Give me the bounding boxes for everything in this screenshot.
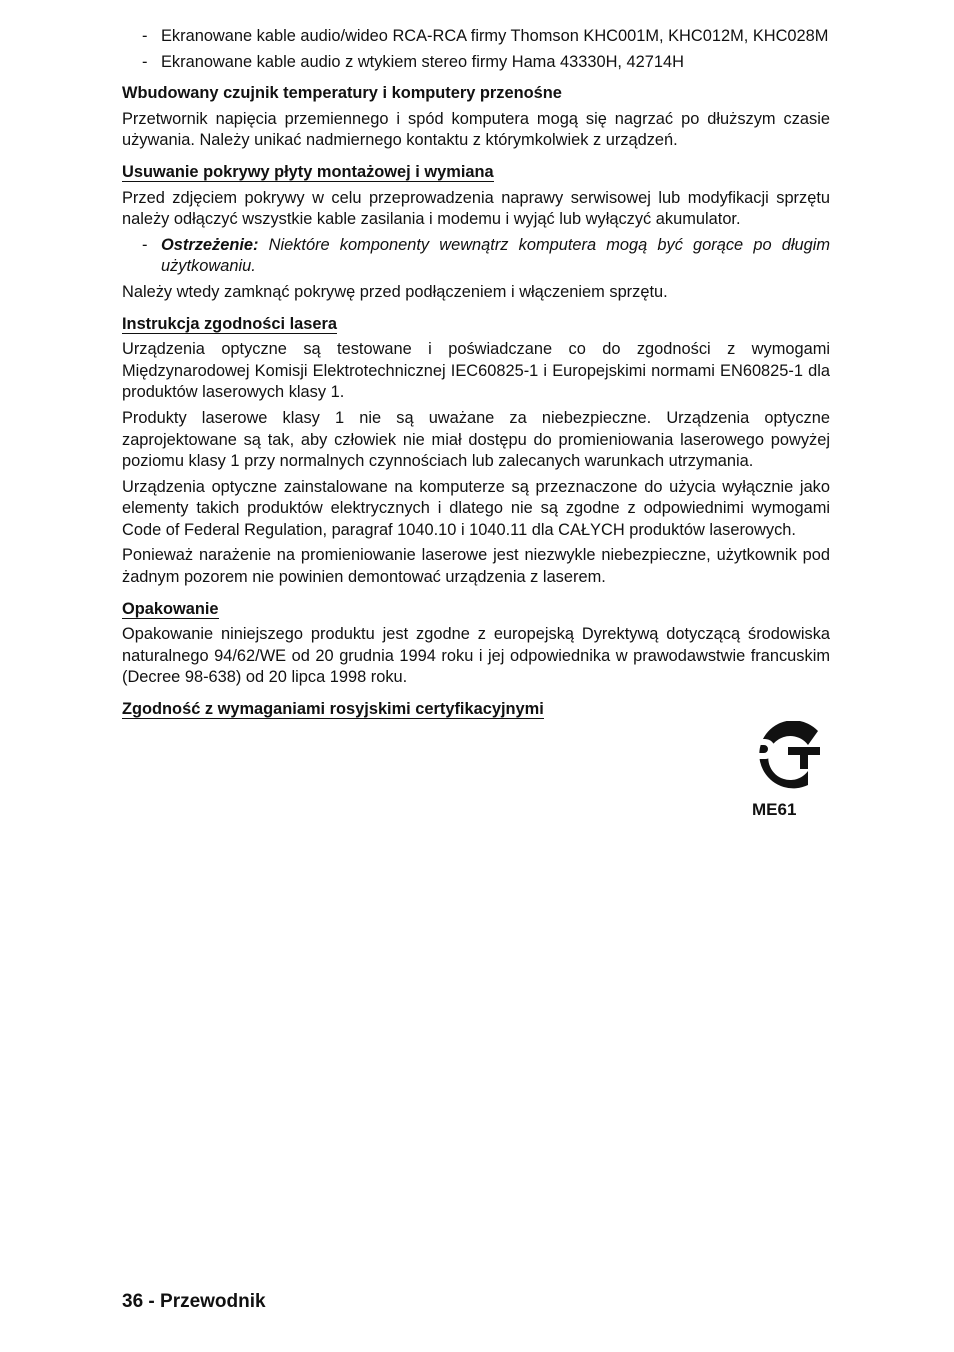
section-heading-laser (122, 314, 830, 336)
bullet-dash: - (142, 27, 148, 45)
bullet-dash: - (142, 235, 148, 254)
section-heading-cover-label: Usuwanie pokrywy płyty montażowej i wymiana (122, 162, 494, 181)
bullet-dash: - (142, 52, 148, 71)
document-body (122, 26, 830, 835)
list-item (122, 26, 830, 48)
laser-paragraph-3: Urządzenia optyczne zainstalowane na komputerze są przeznaczone do użycia wyłącznie jako elementy takich produktów elektrycznych i dlatego nie są zgodne z odpowiednimi wymogami Code of Federal Regulation, paragraf 1040.10 i 1040.11 dla CAŁYCH produktów laserowych. (122, 477, 830, 539)
cover-paragraph: Przed zdjęciem pokrywy w celu przeprowadzenia naprawy serwisowej lub modyfikacji sprzętu należy odłączyć wszystkie kable zasilania i modemu i wyjąć lub wyłączyć akumulator. (122, 188, 830, 229)
temperature-paragraph: Przetwornik napięcia przemiennego i spód komputera mogą się nagrzać po dłuższym czasie używania. Należy unikać nadmiernego kontaktu z którymkolwiek z urządzeń. (122, 109, 830, 150)
laser-paragraph-2: Produkty laserowe klasy 1 nie są uważane za niebezpieczne. Urządzenia optyczne zaprojektowane są tak, aby człowiek nie miał dostępu do promieniowania laserowego powyżej poziomu klasy 1 przy normalnych czynnościach lub zalecanych warunkach utrzymania. (122, 408, 830, 471)
section-heading-russia-label: Zgodność z wymaganiami rosyjskimi certyfikacyjnymi (122, 700, 544, 719)
section-heading-temperature: Wbudowany czujnik temperatury i komputery przenośne (122, 84, 562, 103)
packaging-paragraph: Opakowanie niniejszego produktu jest zgodne z europejską Dyrektywą dotyczącą środowiska naturalnego 94/62/WE od 20 grudnia 1994 roku i jej odpowiednika w prawodawstwie francuskim (Decree 98-638) od 20 lipca 1998 roku. (122, 625, 830, 687)
certification-code: ME61 (752, 799, 797, 819)
bullet-text: Ekranowane kable audio/wideo RCA-RCA firmy Thomson KHC001M, KHC012M, KHC028M (161, 27, 829, 45)
page-footer: 36 - Przewodnik (122, 1291, 266, 1312)
laser-paragraph-1: Urządzenia optyczne są testowane i poświadczane co do zgodności z wymogami Międzynarodowej Komisji Elektrotechnicznej IEC60825-1 i Europejskimi normami EN60825-1 dla produktów laserowych klasy 1. (122, 340, 830, 402)
laser-paragraph-4: Ponieważ narażenie na promieniowanie laserowe jest niezwykle niebezpieczne, użytkownik pod żadnym pozorem nie powinien demontować urządzenia z laserem. (122, 546, 830, 587)
warning-text: Niektóre komponenty wewnątrz komputera mogą być gorące po długim użytkowaniu. (161, 235, 830, 276)
warning-label: Ostrzeżenie: (161, 235, 259, 254)
section-heading-packaging-label: Opakowanie (122, 599, 219, 618)
warning-item (122, 235, 830, 278)
section-heading-cover (122, 162, 830, 184)
gost-r-certification-logo (732, 721, 820, 793)
bullet-text: Ekranowane kable audio z wtykiem stereo firmy Hama 43330H, 42714H (161, 52, 684, 71)
section-heading-laser-label: Instrukcja zgodności lasera (122, 314, 337, 333)
section-heading-russia (122, 699, 830, 721)
certification-area (122, 725, 830, 835)
cover-after-paragraph: Należy wtedy zamknąć pokrywę przed podłączeniem i włączeniem sprzętu. (122, 282, 668, 301)
list-item (122, 52, 830, 74)
section-heading-packaging (122, 599, 830, 621)
